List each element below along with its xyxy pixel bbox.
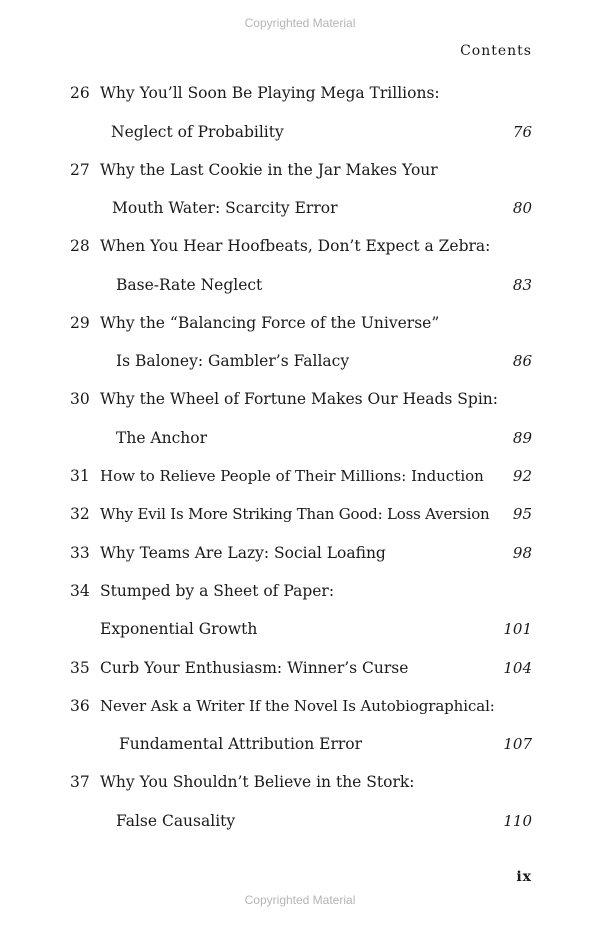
toc-entry-26-cont [0,120,600,144]
toc-entry-37-cont [0,809,600,833]
entry-number: 30 [70,390,90,408]
toc-entry-37 [0,770,600,794]
entry-number: 29 [70,314,90,332]
entry-page: 107 [503,735,532,753]
entry-title: Why You Shouldn’t Believe in the Stork: [100,773,415,791]
entry-title: Curb Your Enthusiasm: Winner’s Curse [100,659,409,677]
toc-entry-28-cont [0,273,600,297]
entry-number: 31 [70,467,90,485]
entry-number: 32 [70,505,90,523]
entry-page: 80 [512,199,532,217]
entry-title: Why the “Balancing Force of the Universe” [100,314,440,332]
entry-title: Why the Last Cookie in the Jar Makes Your [100,161,438,179]
entry-page: 86 [512,352,532,370]
entry-subtitle: Fundamental Attribution Error [119,735,363,753]
entry-title: Why Teams Are Lazy: Social Loafing [100,544,386,562]
toc-entry-29 [0,311,600,335]
toc-entry-31 [0,464,600,488]
entry-title: Why Evil Is More Striking Than Good: Loss Aversion [100,505,490,523]
entry-number: 28 [70,237,90,255]
entry-number: 26 [70,84,90,102]
entry-page: 110 [503,812,532,830]
running-head: Contents [460,43,532,59]
toc-entry-36-cont [0,732,600,756]
entry-page: 76 [512,123,532,141]
entry-page: 98 [512,544,532,562]
entry-title: How to Relieve People of Their Millions: Induction [100,467,484,485]
entry-subtitle: The Anchor [116,429,208,447]
page-folio: ix [516,869,532,885]
toc-entry-34 [0,579,600,603]
entry-title: Why the Wheel of Fortune Makes Our Heads Spin: [100,390,499,408]
entry-number: 27 [70,161,90,179]
entry-number: 34 [70,582,90,600]
entry-subtitle: Mouth Water: Scarcity Error [112,199,338,217]
entry-page: 83 [512,276,532,294]
toc-entry-33 [0,541,600,565]
entry-subtitle: Neglect of Probability [111,123,284,141]
toc-entry-30 [0,387,600,411]
toc-entry-36 [0,694,600,718]
entry-subtitle: Base-Rate Neglect [116,276,263,294]
entry-subtitle: False Causality [116,812,236,830]
entry-page: 95 [512,505,532,523]
toc-entry-34-cont [0,617,600,641]
entry-title: Stumped by a Sheet of Paper: [100,582,335,600]
toc-entry-27 [0,158,600,182]
entry-subtitle: Exponential Growth [100,620,258,638]
entry-number: 35 [70,659,90,677]
entry-title: When You Hear Hoofbeats, Don’t Expect a Zebra: [100,237,491,255]
toc-entry-27-cont [0,196,600,220]
entry-title: Why You’ll Soon Be Playing Mega Trillions: [100,84,440,102]
entry-page: 89 [512,429,532,447]
entry-page: 101 [503,620,532,638]
entry-title: Never Ask a Writer If the Novel Is Autobiographical: [100,697,495,715]
toc-entry-30-cont [0,426,600,450]
entry-page: 104 [503,659,532,677]
entry-number: 36 [70,697,90,715]
toc-entry-29-cont [0,349,600,373]
entry-number: 37 [70,773,90,791]
toc-entry-35 [0,656,600,680]
toc-entry-28 [0,234,600,258]
entry-page: 92 [512,467,532,485]
watermark-bottom: Copyrighted Material [244,893,356,907]
entry-subtitle: Is Baloney: Gambler’s Fallacy [116,352,350,370]
watermark-top: Copyrighted Material [244,16,356,30]
toc-entry-26 [0,81,600,105]
entry-number: 33 [70,544,90,562]
toc-entry-32 [0,502,600,526]
